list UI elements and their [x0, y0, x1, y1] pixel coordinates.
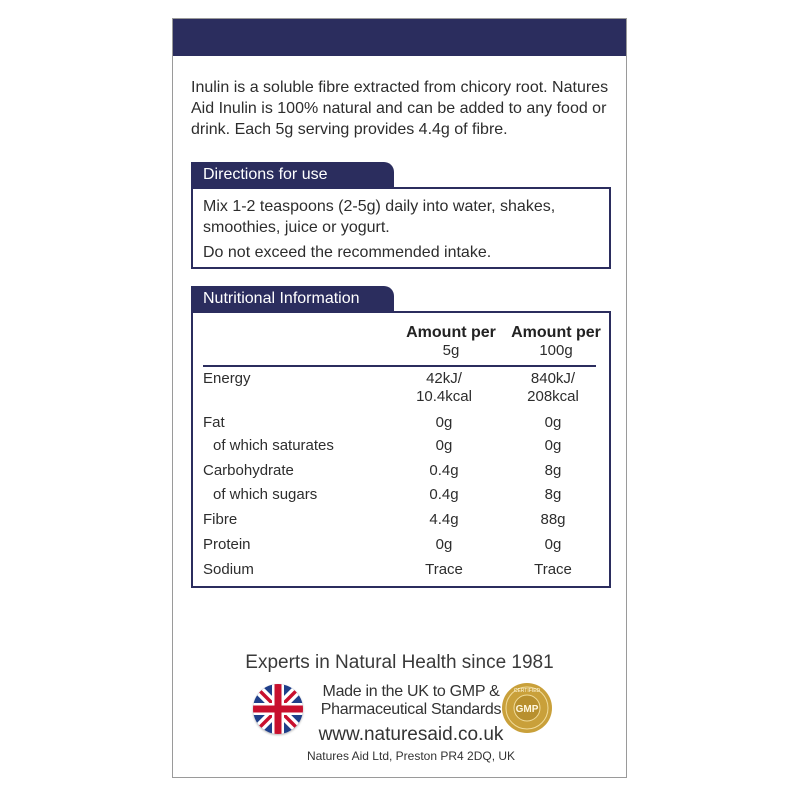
row-value-5g: 4.4g — [429, 511, 459, 528]
uk-flag-icon — [253, 684, 303, 734]
row-label: of which sugars — [213, 486, 318, 503]
row-value-100g: 0g — [544, 437, 562, 454]
directions-line-3: Do not exceed the recommended intake. — [203, 244, 492, 261]
row-value-5g: 0g — [435, 437, 453, 454]
seal-text: GMP — [515, 704, 539, 715]
directions-line-1: Mix 1-2 teaspoons (2-5g) daily into water, shakes, — [203, 198, 556, 215]
row-value-5g: 42kJ/ — [426, 370, 462, 387]
row-value-5g: Trace — [425, 561, 463, 578]
row-value-100g: Trace — [534, 561, 572, 578]
directions-line-2: smoothies, juice or yogurt. — [203, 219, 390, 236]
row-value-100g: 88g — [540, 511, 566, 528]
intro-line-3: drink. Each 5g serving provides 4.4g of fibre. — [191, 121, 508, 138]
col1-header: Amount per — [406, 324, 496, 341]
nutrition-tab: Nutritional Information — [191, 286, 394, 312]
row-label: Sodium — [203, 561, 254, 578]
row-label: Carbohydrate — [203, 462, 294, 479]
row-value-100g-kcal: 208kcal — [527, 388, 579, 405]
row-value-100g: 840kJ/ — [530, 370, 576, 387]
row-label: Protein — [203, 536, 251, 553]
row-value-5g: 0g — [435, 414, 453, 431]
header-rule — [203, 365, 596, 367]
row-value-5g: 0.4g — [429, 462, 459, 479]
col2-subheader: 100g — [539, 342, 573, 359]
tagline: Experts in Natural Health since 1981 — [245, 652, 554, 673]
row-value-100g: 0g — [544, 414, 562, 431]
row-label: of which saturates — [213, 437, 334, 454]
col2-header: Amount per — [511, 324, 601, 341]
company-address: Natures Aid Ltd, Preston PR4 2DQ, UK — [306, 749, 516, 763]
row-value-100g: 8g — [544, 462, 562, 479]
seal-ring-text: CERTIFIED — [513, 688, 541, 694]
intro-line-1: Inulin is a soluble fibre extracted from chicory root. Natures — [191, 79, 609, 96]
nutrition-table — [191, 311, 611, 588]
row-label: Energy — [203, 370, 251, 387]
website-link[interactable]: www.naturesaid.co.uk — [318, 724, 504, 745]
label-panel — [172, 18, 627, 778]
row-label: Fibre — [203, 511, 238, 528]
row-value-100g: 8g — [544, 486, 562, 503]
col1-subheader: 5g — [442, 342, 460, 359]
intro-text — [191, 77, 611, 140]
directions-tab: Directions for use — [191, 162, 394, 188]
directions-box — [191, 187, 611, 269]
made-line-2: Pharmaceutical Standards — [320, 701, 502, 718]
row-value-100g: 0g — [544, 536, 562, 553]
row-value-5g-kcal: 10.4kcal — [416, 388, 472, 405]
intro-line-2: Aid Inulin is 100% natural and can be added to any food or — [191, 100, 607, 117]
header-bar — [173, 19, 626, 56]
row-value-5g: 0.4g — [429, 486, 459, 503]
made-line-1: Made in the UK to GMP & — [322, 683, 500, 700]
row-label: Fat — [203, 414, 225, 431]
made-in-uk-text — [316, 683, 506, 719]
row-value-5g: 0g — [435, 536, 453, 553]
